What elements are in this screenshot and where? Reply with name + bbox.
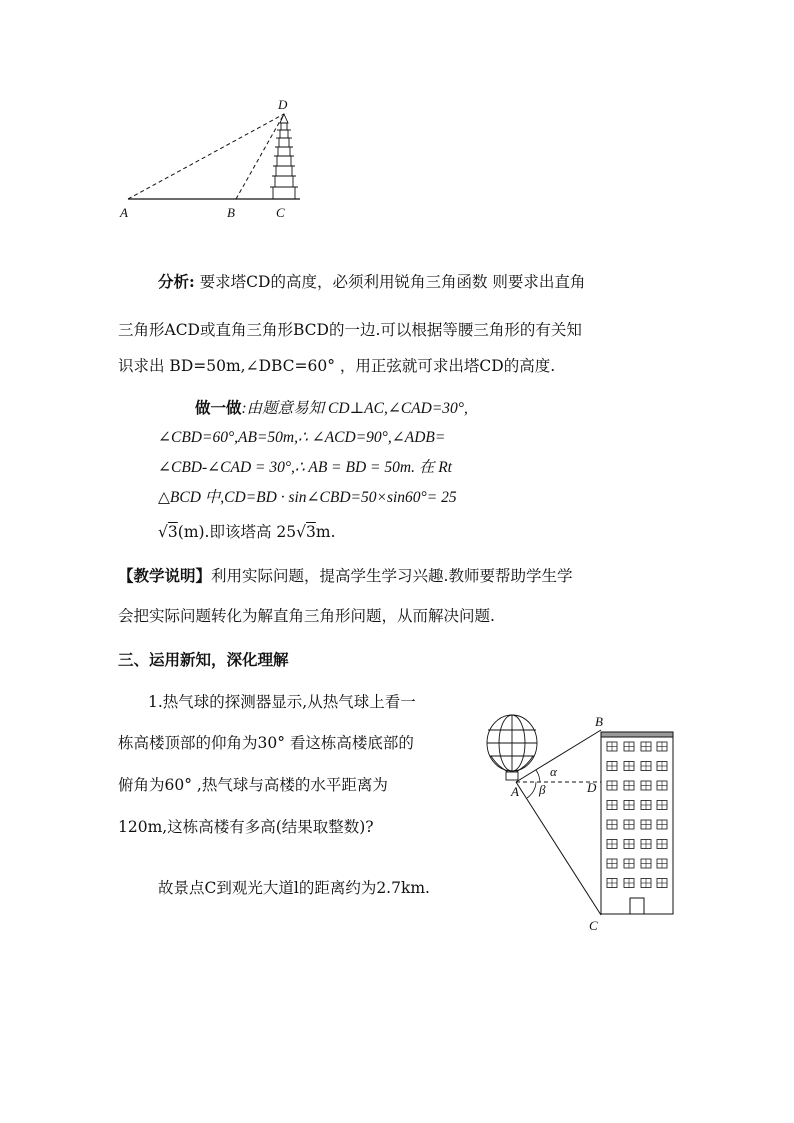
- label-d2: D: [587, 780, 597, 795]
- teaching-note-line-1: [118, 566, 572, 586]
- practice-text-1: :由题意易知 CD⊥AC,∠CAD=30°,: [241, 400, 468, 417]
- practice-text-5: (m).即该塔高 25: [177, 523, 297, 541]
- sqrt-radicand-2: 3: [306, 523, 316, 541]
- conclusion-text: 故景点C到观光大道l的距离约为2.7km.: [158, 879, 430, 897]
- analysis-text-1: 要求塔CD的高度，必须利用锐角三角函数 则要求出直角: [199, 273, 586, 291]
- sqrt-symbol-2: √: [296, 523, 307, 541]
- problem-line-2: 栋高楼顶部的仰角为30° 看这栋高楼底部的: [118, 734, 414, 752]
- problem-line-1: 1.热气球的探测器显示,从热气球上看一: [148, 693, 416, 711]
- teaching-note-label: 【教学说明】: [118, 566, 212, 585]
- analysis-line-2: 三角形ACD或直角三角形BCD的一边.可以根据等腰三角形的有关知: [118, 321, 582, 339]
- balloon-building-figure: [485, 708, 685, 936]
- practice-line-1: [195, 398, 468, 419]
- building-windows: [607, 742, 667, 888]
- teaching-note-line-2: 会把实际问题转化为解直角三角形问题，从而解决问题.: [118, 607, 495, 625]
- label-c: C: [276, 205, 285, 220]
- label-beta: β: [539, 782, 546, 797]
- section-heading: 三、运用新知，深化理解: [118, 650, 289, 669]
- line-ad: [128, 114, 284, 199]
- pagoda-icon: [270, 114, 298, 199]
- practice-label: 做一做: [195, 398, 242, 417]
- practice-line-3: ∠CBD-∠CAD = 30°,∴ AB = BD = 50m. 在 Rt: [158, 459, 452, 476]
- analysis-label: 分析:: [158, 272, 195, 291]
- practice-line-5: [158, 522, 336, 542]
- label-a: A: [120, 205, 128, 220]
- label-alpha: α: [550, 764, 557, 779]
- sqrt-radicand: 3: [167, 523, 178, 541]
- problem-line-3: 俯角为60° ,热气球与高楼的水平距离为: [118, 776, 388, 794]
- angle-alpha-arc: [536, 770, 540, 782]
- problem-line-4: 120m,这栋高楼有多高(结果取整数)?: [118, 818, 374, 836]
- label-b: B: [227, 205, 235, 220]
- label-d: D: [278, 97, 288, 112]
- angle-beta-arc: [527, 782, 536, 798]
- analysis-line-3: 识求出 BD=50m,∠DBC=60° ，用正弦就可求出塔CD的高度.: [118, 357, 556, 375]
- analysis-line-1: [158, 272, 585, 292]
- practice-line-2: ∠CBD=60°,AB=50m,∴ ∠ACD=90°,∠ADB=: [158, 429, 446, 446]
- line-ac: [516, 782, 601, 915]
- teaching-note-text-1: 利用实际问题，提高学生学习兴趣.教师要帮助学生学: [211, 567, 573, 585]
- label-a2: A: [511, 784, 519, 799]
- tower-figure: [110, 92, 320, 227]
- label-b2: B: [595, 714, 603, 729]
- label-c2: C: [589, 918, 598, 933]
- practice-unit: m.: [315, 523, 336, 541]
- practice-line-4: △BCD 中,CD=BD · sin∠CBD=50×sin60°= 25: [158, 489, 457, 506]
- sqrt-symbol: √: [158, 523, 168, 541]
- balloon-icon: [487, 715, 537, 780]
